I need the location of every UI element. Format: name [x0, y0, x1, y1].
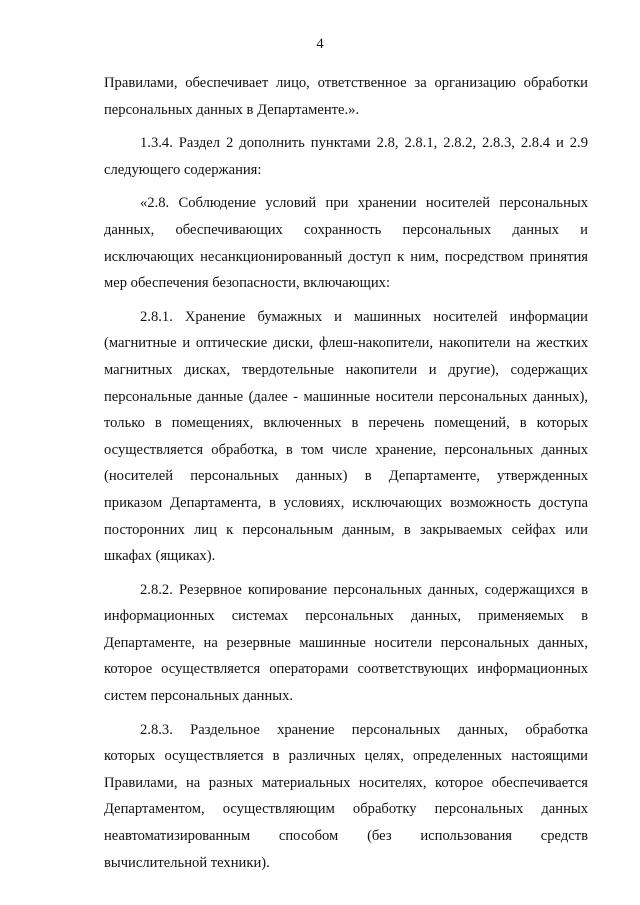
text-line: 2.8.2. Резервное копирование персональных данных, содержащихся в	[140, 581, 588, 598]
paragraph-2-8-3	[104, 717, 588, 877]
text-line: персональные данные (далее - машинные носители персональных данных),	[104, 388, 588, 405]
text-line: только в помещениях, включенных в перечень помещений, в которых	[104, 415, 588, 432]
text-line: (магнитные и оптические диски, флеш-накопители, накопители на жестких	[104, 335, 588, 352]
paragraph-2-8-2	[104, 577, 588, 710]
text-line: исключающих несанкционированный доступ к ним, посредством принятия	[104, 248, 588, 265]
text-line: «2.8. Соблюдение условий при хранении носителей персональных	[140, 195, 588, 212]
text-line: данных, обеспечивающих сохранность персональных данных и	[104, 221, 588, 238]
text-line: 2.8.1. Хранение бумажных и машинных носителей информации	[140, 308, 588, 325]
page-number: 4	[316, 36, 324, 52]
text-line: систем персональных данных.	[104, 688, 294, 705]
text-line: Правилами, обеспечивает лицо, ответственное за организацию обработки	[104, 75, 588, 91]
paragraph-1-3-4	[104, 130, 588, 183]
text-line: мер обеспечения безопасности, включающих:	[104, 275, 391, 292]
paragraph-continuation	[104, 70, 588, 123]
text-line: Правилами, на разных материальных носителях, которое обеспечивается	[104, 774, 588, 791]
paragraph-2-8	[104, 190, 588, 296]
text-line: следующего содержания:	[104, 161, 262, 178]
text-line: персональных данных в Департаменте.».	[104, 101, 360, 118]
text-line: неавтоматизированным способом (без использования средств	[104, 828, 588, 845]
paragraph-2-8-1	[104, 304, 588, 570]
text-line: (носителей персональных данных) в Департаменте, утвержденных	[104, 468, 588, 485]
text-line: посторонних лиц к персональным данным, в закрываемых сейфах или	[104, 521, 588, 538]
text-line: Департаменте, на резервные машинные носители персональных данных,	[104, 634, 588, 651]
document-body	[104, 70, 588, 876]
text-line: осуществляется обработка, в том числе хранение, персональных данных	[104, 441, 588, 458]
text-line: шкафах (ящиках).	[104, 548, 216, 565]
text-line: магнитных дисках, твердотельные накопители и другие), содержащих	[104, 361, 588, 378]
text-line: вычислительной техники).	[104, 854, 270, 871]
text-line: Департаментом, осуществляющим обработку персональных данных	[104, 801, 588, 818]
text-line: которых осуществляется в различных целях, определенных настоящими	[104, 748, 588, 765]
text-line: 2.8.3. Раздельное хранение персональных данных, обработка	[140, 721, 588, 738]
text-line: 1.3.4. Раздел 2 дополнить пунктами 2.8, 2.8.1, 2.8.2, 2.8.3, 2.8.4 и 2.9	[140, 135, 588, 152]
text-line: которое осуществляется операторами соответствующих информационных	[104, 661, 588, 678]
text-line: приказом Департамента, в условиях, исключающих возможность доступа	[104, 494, 588, 511]
text-line: информационных системах персональных данных, применяемых в	[104, 608, 588, 625]
